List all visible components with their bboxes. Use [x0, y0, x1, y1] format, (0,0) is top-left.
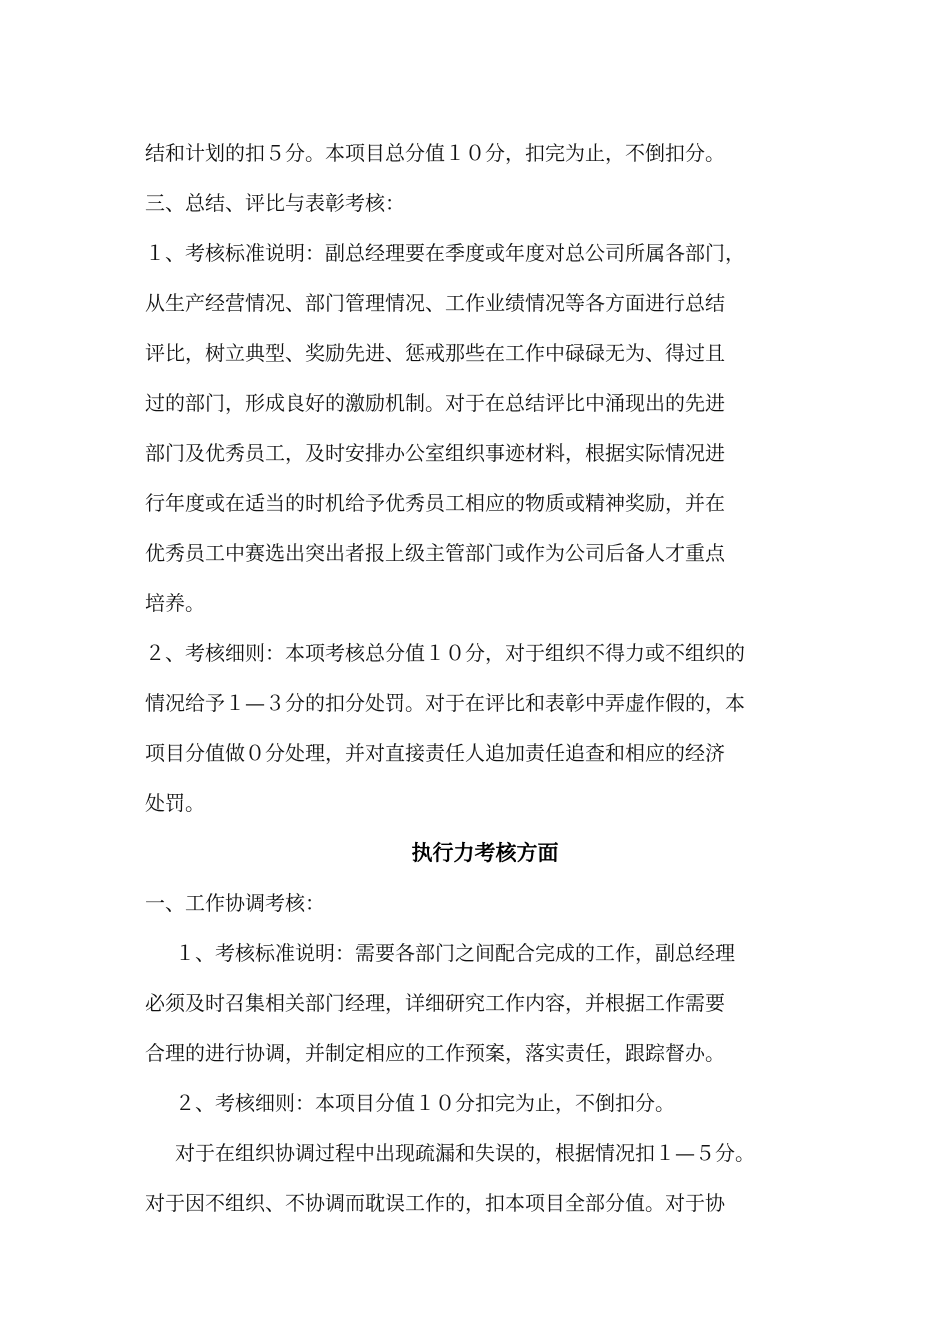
text-line: 结和计划的扣５分。本项目总分值１０分，扣完为止，不倒扣分。 — [145, 141, 725, 165]
text-line: 必须及时召集相关部门经理，详细研究工作内容，并根据工作需要 — [145, 991, 725, 1015]
section-heading: 三、总结、评比与表彰考核： — [145, 191, 405, 215]
page-section-title: 执行力考核方面 — [411, 841, 559, 865]
text-line: 评比，树立典型、奖励先进、惩戒那些在工作中碌碌无为、得过且 — [145, 341, 725, 365]
text-line: 处罚。 — [145, 791, 205, 815]
text-line: 过的部门，形成良好的激励机制。对于在总结评比中涌现出的先进 — [145, 391, 725, 415]
text-line: 从生产经营情况、部门管理情况、工作业绩情况等各方面进行总结 — [145, 291, 725, 315]
text-line: 对于在组织协调过程中出现疏漏和失误的，根据情况扣１—５分。 — [175, 1141, 755, 1165]
text-line: 培养。 — [145, 591, 205, 615]
text-line: 情况给予１—３分的扣分处罚。对于在评比和表彰中弄虚作假的，本 — [145, 691, 745, 715]
text-line: １、考核标准说明：需要各部门之间配合完成的工作，副总经理 — [175, 941, 735, 965]
text-line: 优秀员工中赛选出突出者报上级主管部门或作为公司后备人才重点 — [145, 541, 725, 565]
text-line: ２、考核细则：本项目分值１０分扣完为止，不倒扣分。 — [175, 1091, 675, 1115]
text-line: 项目分值做０分处理，并对直接责任人追加责任追查和相应的经济 — [145, 741, 725, 765]
text-line: ２、考核细则：本项考核总分值１０分，对于组织不得力或不组织的 — [145, 641, 745, 665]
document-body — [145, 128, 825, 1228]
text-line: 合理的进行协调，并制定相应的工作预案，落实责任，跟踪督办。 — [145, 1041, 725, 1065]
text-line: 行年度或在适当的时机给予优秀员工相应的物质或精神奖励，并在 — [145, 491, 725, 515]
text-line: 部门及优秀员工，及时安排办公室组织事迹材料，根据实际情况进 — [145, 441, 725, 465]
text-line: 对于因不组织、不协调而耽误工作的，扣本项目全部分值。对于协 — [145, 1191, 725, 1215]
section-heading: 一、工作协调考核： — [145, 891, 325, 915]
text-line: １、考核标准说明：副总经理要在季度或年度对总公司所属各部门， — [145, 241, 745, 265]
